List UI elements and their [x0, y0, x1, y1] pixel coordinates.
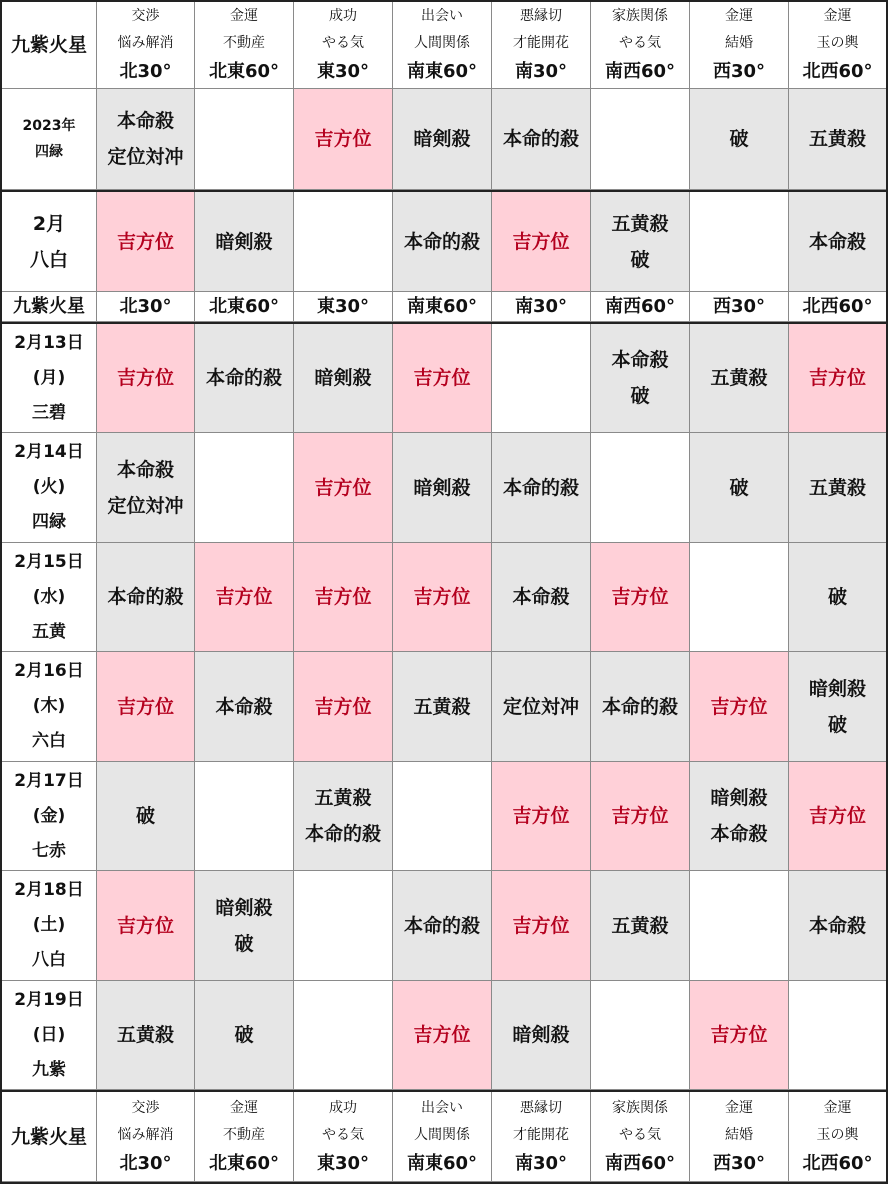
- header-direction: 北西60°: [802, 61, 873, 82]
- direction-row-cell-6: [591, 292, 690, 322]
- month-row-cell-text: 破: [630, 248, 650, 271]
- footer-column-7: [690, 1092, 789, 1182]
- day-row-7-cell-3: [294, 981, 393, 1090]
- day-row-2-label: [2, 433, 97, 543]
- day-row-6-cell-5: [492, 871, 591, 981]
- day-row-2-cell-text: 五黄殺: [808, 476, 866, 499]
- day-row-5-cell-text: 吉方位: [512, 805, 570, 827]
- day-row-7-label-text: 2月19日: [14, 989, 84, 1010]
- day-row-7-cell-5: [492, 981, 591, 1090]
- footer-column-5: [492, 1092, 591, 1182]
- day-row-7-cell-1: [97, 981, 195, 1090]
- header-purpose-2: やる気: [322, 35, 364, 51]
- footer-label-text: 九紫火星: [10, 1125, 87, 1148]
- year-row-cell-text: 五黄殺: [808, 128, 866, 150]
- day-row-5-cell-text: 本命殺: [710, 823, 768, 845]
- day-row-4-cell-text: 吉方位: [314, 695, 372, 718]
- day-row-6-cell-1: [97, 871, 195, 981]
- day-row-4-cell-6: [591, 652, 690, 762]
- day-row-1-cell-3: [294, 324, 393, 433]
- day-row-2-cell-1: [97, 433, 195, 543]
- footer-purpose-2: やる気: [322, 1126, 364, 1143]
- day-row-5-label-text: 2月17日: [14, 770, 84, 791]
- direction-row-cell-2: [195, 292, 294, 322]
- direction-row-text: 南30°: [514, 295, 568, 317]
- day-row-4-cell-text: 定位対冲: [502, 695, 579, 718]
- year-row-label: [2, 89, 97, 190]
- year-row-cell-4: [393, 89, 492, 190]
- header-purpose-1: 悪縁切: [520, 8, 562, 24]
- year-row-cell-text: 吉方位: [314, 128, 372, 150]
- day-row-6-cell-text: 本命的殺: [403, 914, 480, 937]
- footer-direction: 北30°: [119, 1152, 172, 1174]
- header-column-2: [195, 2, 294, 89]
- day-row-6-cell-text: 暗剣殺: [215, 896, 273, 919]
- day-row-2-cell-6: [591, 433, 690, 543]
- day-row-3-cell-text: 吉方位: [413, 586, 471, 608]
- header-column-7: [690, 2, 789, 89]
- day-row-1-cell-7: [690, 324, 789, 433]
- day-row-1-cell-text: 暗剣殺: [314, 367, 372, 389]
- footer-direction: 北東60°: [208, 1152, 280, 1174]
- day-row-2-cell-3: [294, 433, 393, 543]
- header-direction: 南30°: [514, 61, 568, 82]
- day-row-2-cell-5: [492, 433, 591, 543]
- day-row-5-cell-1: [97, 762, 195, 871]
- day-row-6-cell-3: [294, 871, 393, 981]
- header-purpose-2: 結婚: [725, 35, 753, 51]
- day-row-4-cell-text: 暗剣殺: [808, 677, 866, 700]
- day-row-6-cell-text: 破: [234, 932, 254, 955]
- footer-purpose-2: 人間関係: [414, 1126, 470, 1143]
- day-row-2-cell-text: 本命殺: [116, 458, 174, 481]
- year-row-cell-text: 定位対冲: [107, 146, 184, 168]
- day-row-6-cell-text: 吉方位: [116, 914, 174, 937]
- day-row-6-label: [2, 871, 97, 981]
- day-row-5-cell-7: [690, 762, 789, 871]
- header-purpose-2: 玉の輿: [816, 35, 859, 51]
- day-row-4-cell-text: 本命殺: [215, 695, 273, 718]
- year-row-cell-5: [492, 89, 591, 190]
- day-row-3-cell-8: [789, 543, 886, 652]
- day-row-3-cell-3: [294, 543, 393, 652]
- day-row-1-cell-text: 本命的殺: [205, 367, 282, 389]
- year-row-cell-6: [591, 89, 690, 190]
- year-row-label-text: 2023年: [22, 118, 76, 134]
- header-direction: 北東60°: [208, 61, 280, 82]
- day-row-4-label-text: 2月16日: [14, 661, 84, 681]
- month-row-label-text: 八白: [29, 248, 68, 271]
- footer-purpose-1: 家族関係: [612, 1099, 668, 1116]
- day-row-6-label-text: 八白: [32, 950, 66, 970]
- header-purpose-2: 人間関係: [414, 35, 470, 51]
- day-row-6-cell-6: [591, 871, 690, 981]
- day-row-3-cell-text: 吉方位: [314, 586, 372, 608]
- day-row-1-cell-5: [492, 324, 591, 433]
- footer-direction: 南東60°: [406, 1152, 478, 1174]
- header-purpose-1: 金運: [823, 8, 852, 24]
- day-row-2-cell-8: [789, 433, 886, 543]
- day-row-4-cell-8: [789, 652, 886, 762]
- direction-row-cell-5: [492, 292, 591, 322]
- header-purpose-1: 成功: [329, 8, 357, 24]
- month-row-cell-5: [492, 192, 591, 292]
- month-row-cell-2: [195, 192, 294, 292]
- header-purpose-2: 悩み解消: [117, 35, 174, 51]
- direction-row-text: 北西60°: [802, 295, 873, 317]
- day-row-4-cell-3: [294, 652, 393, 762]
- month-row-cell-text: 五黄殺: [611, 212, 669, 235]
- day-row-5-cell-text: 吉方位: [611, 805, 669, 827]
- day-row-5-cell-text: 吉方位: [808, 805, 866, 827]
- header-column-6: [591, 2, 690, 89]
- day-row-3-cell-2: [195, 543, 294, 652]
- header-column-3: [294, 2, 393, 89]
- header-column-4: [393, 2, 492, 89]
- day-row-6-cell-2: [195, 871, 294, 981]
- direction-row-cell-8: [789, 292, 886, 322]
- month-row-cell-text: 吉方位: [512, 230, 570, 253]
- day-row-2-cell-text: 吉方位: [314, 476, 372, 499]
- header-purpose-1: 金運: [230, 8, 258, 24]
- day-row-6-label-text: (土): [32, 915, 66, 935]
- day-row-2-cell-text: 定位対冲: [107, 494, 184, 517]
- day-row-5-label: [2, 762, 97, 871]
- year-row-cell-text: 暗剣殺: [413, 128, 471, 150]
- day-row-6-cell-text: 五黄殺: [611, 914, 669, 937]
- month-row-cell-text: 本命的殺: [403, 230, 480, 253]
- header-direction: 南西60°: [604, 61, 676, 82]
- day-row-1-cell-8: [789, 324, 886, 433]
- header-direction: 西30°: [712, 61, 766, 82]
- day-row-1-label: [2, 324, 97, 433]
- day-row-2-cell-4: [393, 433, 492, 543]
- day-row-4-cell-text: 破: [827, 713, 847, 736]
- day-row-6-cell-7: [690, 871, 789, 981]
- header-purpose-1: 出会い: [421, 8, 463, 24]
- day-row-7-cell-text: 吉方位: [413, 1024, 471, 1046]
- month-row-cell-6: [591, 192, 690, 292]
- day-row-2-cell-2: [195, 433, 294, 543]
- day-row-1-cell-1: [97, 324, 195, 433]
- day-row-7-cell-text: 吉方位: [710, 1024, 768, 1046]
- header-purpose-2: 才能開花: [513, 35, 569, 51]
- footer-direction: 南30°: [514, 1152, 568, 1174]
- day-row-6-cell-4: [393, 871, 492, 981]
- day-row-7-cell-7: [690, 981, 789, 1090]
- footer-purpose-1: 出会い: [421, 1099, 463, 1116]
- day-row-5-cell-4: [393, 762, 492, 871]
- footer-purpose-2: 悩み解消: [117, 1126, 174, 1143]
- day-row-3-cell-text: 吉方位: [611, 586, 669, 608]
- day-row-3-cell-4: [393, 543, 492, 652]
- direction-row-cell-7: [690, 292, 789, 322]
- day-row-4-cell-text: 吉方位: [710, 695, 768, 718]
- day-row-5-cell-text: 本命的殺: [304, 823, 381, 845]
- month-row-cell-7: [690, 192, 789, 292]
- day-row-2-label-text: 四緑: [32, 512, 66, 532]
- header-column-8: [789, 2, 886, 89]
- month-row-cell-text: 本命殺: [808, 230, 866, 253]
- direction-row-cell-1: [97, 292, 195, 322]
- day-row-1-cell-text: 破: [630, 385, 650, 407]
- day-row-3-label-text: (水): [32, 586, 66, 607]
- year-row-label-text: 四緑: [35, 144, 63, 160]
- day-row-7-cell-text: 五黄殺: [116, 1024, 174, 1046]
- year-row-cell-text: 本命的殺: [502, 128, 579, 150]
- day-row-1-cell-text: 本命殺: [611, 349, 669, 371]
- day-row-1-label-text: 2月13日: [14, 332, 84, 353]
- day-row-7-cell-text: 破: [234, 1024, 254, 1046]
- day-row-1-cell-text: 吉方位: [808, 367, 866, 389]
- month-row-cell-text: 暗剣殺: [215, 230, 273, 253]
- day-row-2-label-text: (火): [32, 477, 66, 497]
- month-row-cell-3: [294, 192, 393, 292]
- year-row-cell-8: [789, 89, 886, 190]
- day-row-1-cell-text: 吉方位: [413, 367, 471, 389]
- day-row-5-cell-text: 暗剣殺: [710, 787, 768, 809]
- day-row-6-label-text: 2月18日: [14, 880, 84, 900]
- month-row-cell-1: [97, 192, 195, 292]
- footer-purpose-2: 玉の輿: [816, 1126, 859, 1143]
- header-direction: 東30°: [316, 61, 370, 82]
- direction-row-text: 東30°: [316, 295, 370, 317]
- day-row-2-cell-7: [690, 433, 789, 543]
- day-row-1-cell-text: 吉方位: [116, 367, 174, 389]
- day-row-1-cell-4: [393, 324, 492, 433]
- year-row-cell-7: [690, 89, 789, 190]
- day-row-5-cell-3: [294, 762, 393, 871]
- year-row-cell-1: [97, 89, 195, 190]
- header-purpose-1: 金運: [725, 8, 753, 24]
- header-label-text: 九紫火星: [10, 34, 87, 56]
- day-row-3-label-text: 2月15日: [14, 551, 84, 572]
- footer-purpose-1: 成功: [329, 1099, 357, 1116]
- month-row-label: [2, 192, 97, 292]
- day-row-7-cell-6: [591, 981, 690, 1090]
- month-row-cell-4: [393, 192, 492, 292]
- day-row-2-cell-text: 本命的殺: [502, 476, 579, 499]
- day-row-3-cell-7: [690, 543, 789, 652]
- direction-row-text: 北東60°: [208, 295, 280, 317]
- footer-column-8: [789, 1092, 886, 1182]
- day-row-4-cell-2: [195, 652, 294, 762]
- footer-column-2: [195, 1092, 294, 1182]
- footer-purpose-1: 交渉: [131, 1099, 160, 1116]
- year-row-cell-3: [294, 89, 393, 190]
- header-purpose-1: 家族関係: [612, 8, 668, 24]
- month-row-cell-8: [789, 192, 886, 292]
- footer-label: [2, 1092, 97, 1182]
- day-row-4-label-text: (木): [32, 696, 66, 716]
- day-row-7-cell-4: [393, 981, 492, 1090]
- day-row-3-cell-1: [97, 543, 195, 652]
- day-row-2-cell-text: 破: [729, 476, 749, 499]
- direction-row-text: 南東60°: [406, 295, 478, 317]
- day-row-4-label: [2, 652, 97, 762]
- footer-purpose-1: 金運: [230, 1099, 258, 1116]
- day-row-3-label-text: 五黄: [32, 621, 66, 642]
- day-row-7-cell-text: 暗剣殺: [512, 1024, 570, 1046]
- header-direction: 南東60°: [406, 61, 478, 82]
- day-row-5-cell-text: 破: [135, 805, 155, 827]
- footer-direction: 東30°: [316, 1152, 370, 1174]
- day-row-5-cell-6: [591, 762, 690, 871]
- month-row-label-text: 2月: [32, 212, 66, 235]
- day-row-5-cell-2: [195, 762, 294, 871]
- day-row-5-cell-5: [492, 762, 591, 871]
- footer-purpose-2: 才能開花: [513, 1126, 569, 1143]
- day-row-7-label: [2, 981, 97, 1090]
- day-row-3-cell-text: 破: [827, 586, 847, 608]
- direction-row-label-text: 九紫火星: [13, 295, 85, 317]
- day-row-1-cell-2: [195, 324, 294, 433]
- footer-column-3: [294, 1092, 393, 1182]
- header-direction: 北30°: [119, 61, 172, 82]
- direction-row-cell-3: [294, 292, 393, 322]
- footer-direction: 北西60°: [802, 1152, 873, 1174]
- day-row-3-cell-5: [492, 543, 591, 652]
- header-label: [2, 2, 97, 89]
- day-row-4-cell-7: [690, 652, 789, 762]
- day-row-3-cell-text: 本命殺: [512, 586, 570, 608]
- day-row-6-cell-8: [789, 871, 886, 981]
- day-row-6-cell-text: 本命殺: [808, 914, 866, 937]
- day-row-4-cell-5: [492, 652, 591, 762]
- day-row-5-cell-8: [789, 762, 886, 871]
- direction-row-text: 南西60°: [604, 295, 676, 317]
- day-row-7-cell-2: [195, 981, 294, 1090]
- day-row-1-label-text: (月): [32, 367, 66, 388]
- direction-row-text: 北30°: [119, 295, 172, 317]
- header-purpose-2: 不動産: [223, 35, 265, 51]
- year-row-cell-2: [195, 89, 294, 190]
- year-row-cell-text: 本命殺: [116, 110, 174, 132]
- footer-purpose-2: やる気: [619, 1126, 661, 1143]
- day-row-2-cell-text: 暗剣殺: [413, 476, 471, 499]
- day-row-3-cell-text: 本命的殺: [107, 586, 184, 608]
- year-row-cell-text: 破: [729, 128, 749, 150]
- day-row-7-label-text: 九紫: [32, 1059, 66, 1080]
- footer-column-4: [393, 1092, 492, 1182]
- day-row-4-cell-4: [393, 652, 492, 762]
- header-column-1: [97, 2, 195, 89]
- direction-row-cell-4: [393, 292, 492, 322]
- footer-direction: 南西60°: [604, 1152, 676, 1174]
- header-purpose-2: やる気: [619, 35, 661, 51]
- footer-column-1: [97, 1092, 195, 1182]
- day-row-4-cell-1: [97, 652, 195, 762]
- footer-column-6: [591, 1092, 690, 1182]
- day-row-4-cell-text: 吉方位: [116, 695, 174, 718]
- footer-purpose-2: 不動産: [223, 1126, 265, 1143]
- day-row-3-label: [2, 543, 97, 652]
- day-row-4-cell-text: 本命的殺: [601, 695, 678, 718]
- day-row-3-cell-6: [591, 543, 690, 652]
- day-row-5-label-text: 七赤: [32, 840, 66, 861]
- day-row-7-label-text: (日): [32, 1024, 66, 1045]
- header-purpose-1: 交渉: [131, 8, 160, 24]
- day-row-4-cell-text: 五黄殺: [413, 695, 471, 718]
- footer-purpose-1: 金運: [823, 1099, 852, 1116]
- footer-purpose-1: 悪縁切: [520, 1099, 562, 1116]
- footer-purpose-1: 金運: [725, 1099, 753, 1116]
- day-row-6-cell-text: 吉方位: [512, 914, 570, 937]
- footer-purpose-2: 結婚: [725, 1126, 753, 1143]
- day-row-7-cell-8: [789, 981, 886, 1090]
- day-row-3-cell-text: 吉方位: [215, 586, 273, 608]
- direction-row-label: [2, 292, 97, 322]
- month-row-cell-text: 吉方位: [116, 230, 174, 253]
- day-row-1-cell-6: [591, 324, 690, 433]
- footer-direction: 西30°: [712, 1152, 766, 1174]
- day-row-1-label-text: 三碧: [32, 402, 66, 423]
- day-row-5-label-text: (金): [32, 805, 66, 826]
- day-row-5-cell-text: 五黄殺: [314, 787, 372, 809]
- header-column-5: [492, 2, 591, 89]
- direction-row-text: 西30°: [712, 295, 766, 317]
- day-row-4-label-text: 六白: [32, 731, 66, 751]
- day-row-2-label-text: 2月14日: [14, 442, 84, 462]
- day-row-1-cell-text: 五黄殺: [710, 367, 768, 389]
